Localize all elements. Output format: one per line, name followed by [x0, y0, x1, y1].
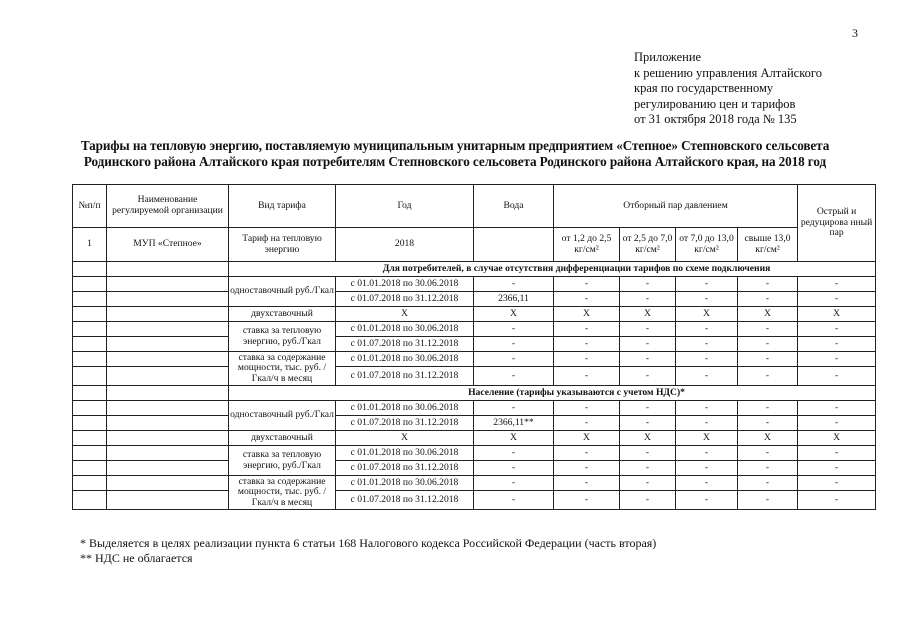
p2-cell: - [620, 416, 676, 431]
table-row [73, 416, 876, 431]
empty-cell [107, 401, 229, 416]
row-year: 2018 [336, 228, 474, 262]
p4-cell: - [738, 476, 798, 491]
first-row [73, 228, 876, 262]
tariff-label: двухставочный [229, 307, 336, 322]
p4-cell: - [738, 352, 798, 367]
p1-cell: - [554, 476, 620, 491]
sharp-cell: - [798, 337, 876, 352]
empty-cell [73, 322, 107, 337]
header-steam: Отборный пар давлением [554, 185, 798, 228]
tariff-label: ставка за тепловую энергию, руб./Гкал [229, 446, 336, 476]
water-cell: 2366,11 [474, 292, 554, 307]
p1-cell: - [554, 491, 620, 510]
sharp-cell: - [798, 446, 876, 461]
row-num: 1 [73, 228, 107, 262]
title-line: Родинского района Алтайского края потребителям Степновского сельсовета Родинского района Алтайского края, на 2018 год [83, 154, 827, 169]
p2-cell: X [620, 431, 676, 446]
p4-cell: - [738, 277, 798, 292]
empty-cell [107, 461, 229, 476]
period-cell: с 01.07.2018 по 31.12.2018 [336, 292, 474, 307]
water-cell: - [474, 491, 554, 510]
header-pressure-3: от 7,0 до 13,0 кг/см² [676, 228, 738, 262]
p2-cell: - [620, 476, 676, 491]
p4-cell: - [738, 292, 798, 307]
sharp-cell: - [798, 491, 876, 510]
p1-cell: - [554, 292, 620, 307]
appendix-line: регулированию цен и тарифов [634, 96, 796, 111]
period-cell: с 01.07.2018 по 31.12.2018 [336, 461, 474, 476]
p1-cell: - [554, 367, 620, 386]
p3-cell: X [676, 431, 738, 446]
table-row [73, 277, 876, 292]
empty-cell [107, 416, 229, 431]
empty-cell [107, 292, 229, 307]
water-cell: - [474, 401, 554, 416]
footnote-2: ** НДС не облагается [80, 551, 193, 565]
period-cell: с 01.01.2018 по 30.06.2018 [336, 476, 474, 491]
water-cell: - [474, 352, 554, 367]
table-row [73, 307, 876, 322]
p3-cell: - [676, 446, 738, 461]
period-cell: с 01.07.2018 по 31.12.2018 [336, 367, 474, 386]
empty-cell [73, 262, 107, 277]
period-cell: с 01.01.2018 по 30.06.2018 [336, 446, 474, 461]
sharp-cell: - [798, 461, 876, 476]
appendix-note [634, 50, 904, 128]
p3-cell: X [676, 307, 738, 322]
header-tariff-type: Вид тарифа [229, 185, 336, 228]
table-row [73, 337, 876, 352]
p3-cell: - [676, 322, 738, 337]
water-cell: - [474, 277, 554, 292]
water-cell: - [474, 337, 554, 352]
empty-cell [107, 491, 229, 510]
p1-cell: X [554, 307, 620, 322]
sharp-cell: - [798, 322, 876, 337]
p1-cell: - [554, 277, 620, 292]
table-row [73, 352, 876, 367]
tariff-label: одноставочный руб./Гкал [229, 401, 336, 431]
p4-cell: - [738, 322, 798, 337]
header-water: Вода [474, 185, 554, 228]
sharp-cell: - [798, 367, 876, 386]
p3-cell: - [676, 416, 738, 431]
p2-cell: - [620, 337, 676, 352]
p3-cell: - [676, 476, 738, 491]
empty-cell [73, 352, 107, 367]
p2-cell: - [620, 401, 676, 416]
p3-cell: - [676, 337, 738, 352]
p2-cell: - [620, 446, 676, 461]
p4-cell: - [738, 461, 798, 476]
empty-cell [107, 262, 229, 277]
p2-cell: - [620, 322, 676, 337]
period-cell: с 01.07.2018 по 31.12.2018 [336, 416, 474, 431]
p1-cell: - [554, 401, 620, 416]
header-row [73, 185, 876, 228]
water-cell: X [474, 431, 554, 446]
empty-cell [107, 337, 229, 352]
water-cell: - [474, 367, 554, 386]
tariff-table [72, 184, 876, 510]
sharp-cell: - [798, 292, 876, 307]
p4-cell: - [738, 367, 798, 386]
empty-cell [73, 446, 107, 461]
header-org: Наименование регулируемой организации [107, 185, 229, 228]
tariff-label: двухставочный [229, 431, 336, 446]
p1-cell: - [554, 446, 620, 461]
p4-cell: - [738, 401, 798, 416]
tariff-label: ставка за содержание мощности, тыс. руб. /Гкал/ч в месяц [229, 352, 336, 386]
p3-cell: - [676, 292, 738, 307]
water-cell: - [474, 446, 554, 461]
section-row [73, 386, 876, 401]
table-row [73, 367, 876, 386]
table-row [73, 322, 876, 337]
p1-cell: - [554, 461, 620, 476]
p2-cell: - [620, 277, 676, 292]
empty-cell [73, 491, 107, 510]
section-row [73, 262, 876, 277]
empty-cell [107, 367, 229, 386]
sharp-cell: X [798, 307, 876, 322]
empty-cell [73, 416, 107, 431]
empty-cell [107, 277, 229, 292]
empty-cell [73, 277, 107, 292]
tariff-label: одноставочный руб./Гкал [229, 277, 336, 307]
tariff-label: ставка за содержание мощности, тыс. руб. /Гкал/ч в месяц [229, 476, 336, 510]
empty-cell [73, 476, 107, 491]
table-row [73, 476, 876, 491]
table-row [73, 461, 876, 476]
p2-cell: - [620, 292, 676, 307]
p1-cell: X [554, 431, 620, 446]
p1-cell: - [554, 322, 620, 337]
p3-cell: - [676, 367, 738, 386]
sharp-cell: - [798, 401, 876, 416]
sharp-cell: - [798, 352, 876, 367]
row-water [474, 228, 554, 262]
period-cell: с 01.01.2018 по 30.06.2018 [336, 277, 474, 292]
empty-cell [107, 352, 229, 367]
p4-cell: - [738, 491, 798, 510]
sharp-cell: - [798, 277, 876, 292]
empty-cell [73, 386, 107, 401]
water-cell: - [474, 461, 554, 476]
tariff-label: ставка за тепловую энергию, руб./Гкал [229, 322, 336, 352]
p4-cell: - [738, 446, 798, 461]
empty-cell [107, 322, 229, 337]
appendix-line: от 31 октября 2018 года № 135 [634, 112, 797, 127]
table-row [73, 431, 876, 446]
empty-cell [107, 431, 229, 446]
table-row [73, 292, 876, 307]
header-pressure-2: от 2,5 до 7,0 кг/см² [620, 228, 676, 262]
section-title: Население (тарифы указываются с учетом НДС)* [229, 386, 876, 401]
p2-cell: X [620, 307, 676, 322]
period-cell: с 01.07.2018 по 31.12.2018 [336, 337, 474, 352]
p2-cell: - [620, 491, 676, 510]
empty-cell [107, 476, 229, 491]
p3-cell: - [676, 277, 738, 292]
empty-cell [107, 307, 229, 322]
sharp-cell: X [798, 431, 876, 446]
table-row [73, 401, 876, 416]
section-title: Для потребителей, в случае отсутствия дифференциации тарифов по схеме подключения [229, 262, 876, 277]
p3-cell: - [676, 491, 738, 510]
empty-cell [73, 292, 107, 307]
page-number: 3 [852, 26, 858, 40]
period-cell: X [336, 431, 474, 446]
empty-cell [73, 461, 107, 476]
header-num: №п/п [73, 185, 107, 228]
period-cell: с 01.07.2018 по 31.12.2018 [336, 491, 474, 510]
p3-cell: - [676, 401, 738, 416]
p2-cell: - [620, 352, 676, 367]
header-sharp-steam: Острый и редуцирова нный пар [798, 185, 876, 262]
empty-cell [73, 431, 107, 446]
period-cell: X [336, 307, 474, 322]
sharp-cell: - [798, 476, 876, 491]
empty-cell [73, 337, 107, 352]
p4-cell: X [738, 431, 798, 446]
period-cell: с 01.01.2018 по 30.06.2018 [336, 322, 474, 337]
document-title [40, 138, 870, 170]
sharp-cell: - [798, 416, 876, 431]
water-cell: - [474, 476, 554, 491]
p2-cell: - [620, 461, 676, 476]
header-pressure-4: свыше 13,0 кг/см² [738, 228, 798, 262]
title-line: Тарифы на тепловую энергию, поставляемую муниципальным унитарным предприятием «Степное» Степновского сельсовета [80, 138, 830, 153]
water-cell: 2366,11** [474, 416, 554, 431]
p4-cell: X [738, 307, 798, 322]
p3-cell: - [676, 461, 738, 476]
empty-cell [73, 401, 107, 416]
water-cell: - [474, 322, 554, 337]
period-cell: с 01.01.2018 по 30.06.2018 [336, 352, 474, 367]
row-tariff-type: Тариф на тепловую энергию [229, 228, 336, 262]
empty-cell [73, 367, 107, 386]
empty-cell [107, 446, 229, 461]
p1-cell: - [554, 416, 620, 431]
p1-cell: - [554, 352, 620, 367]
table-row [73, 491, 876, 510]
empty-cell [73, 307, 107, 322]
p4-cell: - [738, 337, 798, 352]
p2-cell: - [620, 367, 676, 386]
footnote-1: * Выделяется в целях реализации пункта 6 статьи 168 Налогового кодекса Российской Федерации (часть вторая) [80, 536, 657, 550]
appendix-line: края по государственному [634, 81, 774, 96]
empty-cell [107, 386, 229, 401]
p1-cell: - [554, 337, 620, 352]
row-org: МУП «Степное» [107, 228, 229, 262]
header-year: Год [336, 185, 474, 228]
p3-cell: - [676, 352, 738, 367]
header-pressure-1: от 1,2 до 2,5 кг/см² [554, 228, 620, 262]
water-cell: X [474, 307, 554, 322]
period-cell: с 01.01.2018 по 30.06.2018 [336, 401, 474, 416]
appendix-line: к решению управления Алтайского [634, 65, 822, 80]
p4-cell: - [738, 416, 798, 431]
appendix-line: Приложение [634, 50, 702, 64]
table-row [73, 446, 876, 461]
